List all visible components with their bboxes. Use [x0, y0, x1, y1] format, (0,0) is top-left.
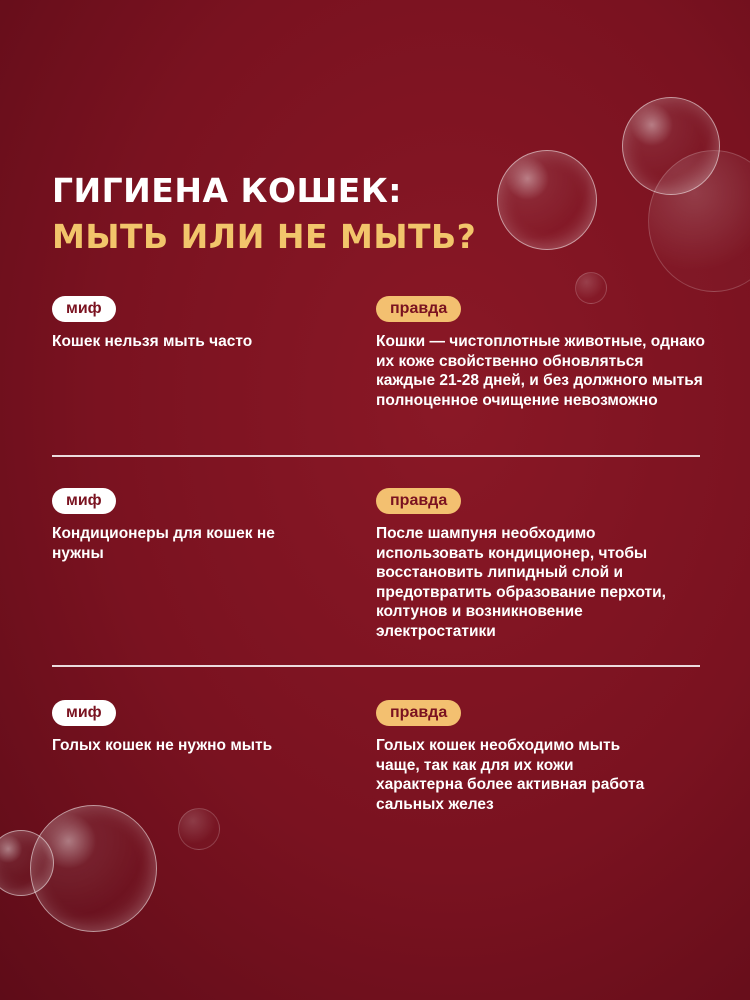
myth-badge: миф [52, 700, 116, 726]
title-line-1: ГИГИЕНА КОШЕК: [52, 171, 402, 210]
bubble-decoration [497, 150, 597, 250]
truth-text: Кошки — чистоплотные животные, однако их коже свойственно обновляться каждые 21-28 дней, и без должного мытья полноценное очищение невозможно [376, 333, 705, 409]
bubble-decoration [622, 97, 720, 195]
myth-text: Кошек нельзя мыть часто [52, 333, 253, 350]
section-divider [52, 455, 700, 457]
truth-badge: правда [376, 296, 461, 322]
title-line-2-part-2: НЕ МЫТЬ? [276, 217, 477, 256]
myth-text: Голых кошек не нужно мыть [52, 737, 273, 754]
title-line-2 [52, 214, 476, 260]
page-title [52, 168, 476, 260]
title-line-2-part-1: МЫТЬ ИЛИ [52, 217, 277, 256]
truth-badge: правда [376, 488, 461, 514]
myth-truth-row-1 [52, 296, 705, 436]
truth-badge: правда [376, 700, 461, 726]
myth-badge: миф [52, 488, 116, 514]
myth-truth-row-3 [52, 700, 700, 820]
myth-truth-row-2 [52, 488, 700, 648]
myth-text: Кондиционеры для кошек не нужны [52, 525, 275, 562]
section-divider [52, 665, 700, 667]
truth-text: После шампуня необходимо использовать кондиционер, чтобы восстановить липидный слой и предотвратить образование перхоти, колтунов и возникновение электростатики [376, 525, 666, 640]
myth-badge: миф [52, 296, 116, 322]
truth-text: Голых кошек необходимо мыть чаще, так как для их кожи характерна более активная работа сальных желез [376, 737, 645, 813]
